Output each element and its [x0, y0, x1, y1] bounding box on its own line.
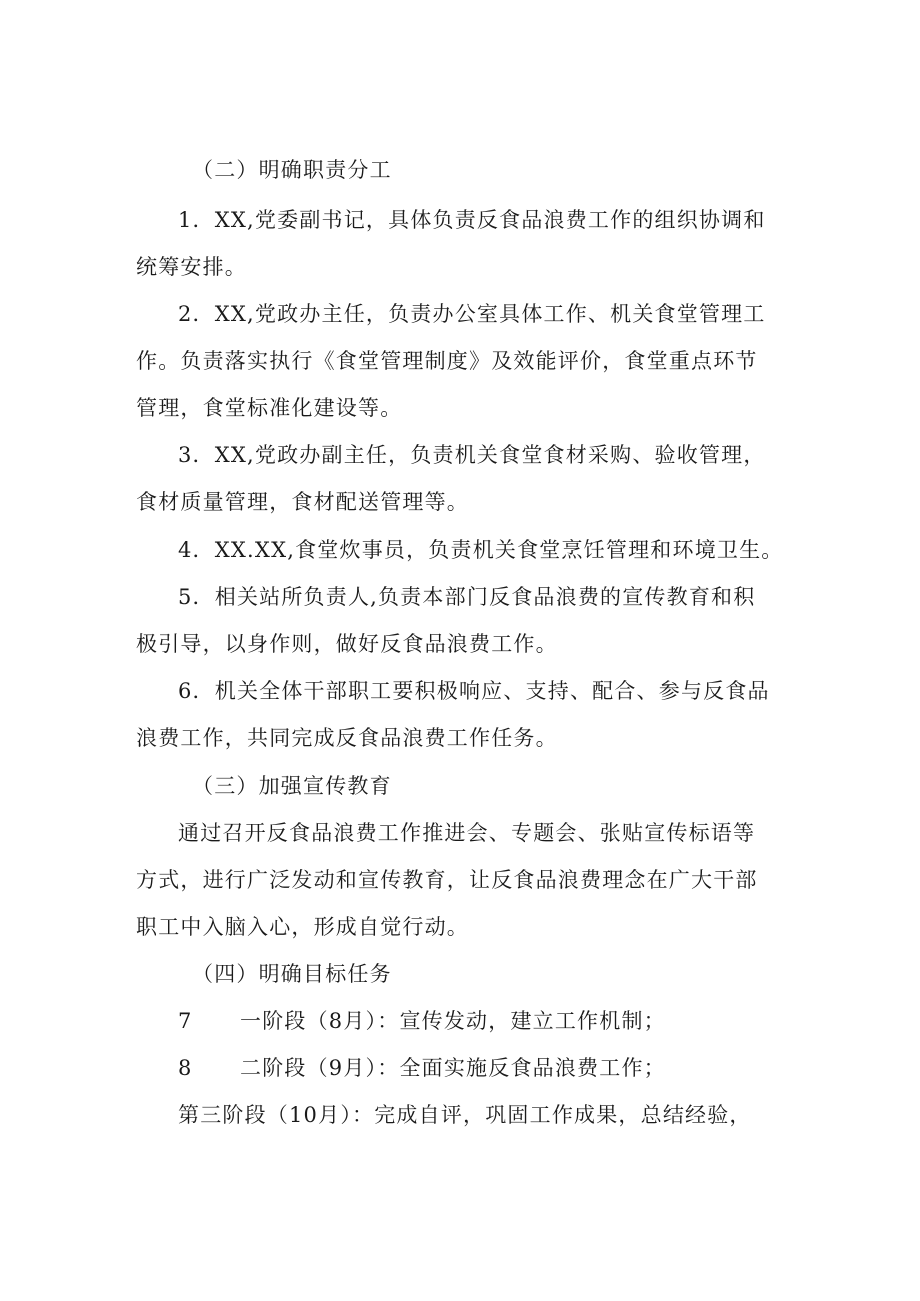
- duty-item-4-line-1: 4．XX.XX,食堂炊事员，负责机关食堂烹饪管理和环境卫生。: [178, 538, 784, 562]
- duty-item-1-line-1: 1．XX,党委副书记，具体负责反食品浪费工作的组织协调和: [178, 208, 766, 232]
- duty-item-3-line-1: 3．XX,党政办副主任，负责机关食堂食材采购、验收管理，: [178, 443, 766, 467]
- section-heading-publicity: （三）加强宣传教育: [192, 774, 392, 798]
- duty-item-1-line-2: 统筹安排。: [136, 255, 247, 279]
- publicity-para-line-3: 职工中入脑入心，形成自觉行动。: [136, 915, 469, 939]
- phase-2-number: 8: [178, 1056, 193, 1080]
- phase-1-text: 一阶段（8月）：宣传发动，建立工作机制；: [240, 1009, 666, 1033]
- duty-item-2-line-2: 作。负责落实执行《食堂管理制度》及效能评价，食堂重点环节: [136, 349, 758, 373]
- duty-item-5-line-2: 极引导，以身作则，做好反食品浪费工作。: [136, 632, 558, 656]
- duty-item-2-line-3: 管理，食堂标准化建设等。: [136, 396, 403, 420]
- phase-3-text: 第三阶段（10月）：完成自评，巩固工作成果，总结经验，: [178, 1103, 752, 1127]
- section-heading-duties: （二）明确职责分工: [192, 158, 392, 182]
- duty-item-5-line-1: 5．相关站所负责人,负责本部门反食品浪费的宣传教育和积: [178, 585, 756, 609]
- duty-item-3-line-2: 食材质量管理，食材配送管理等。: [136, 490, 469, 514]
- section-heading-goals: （四）明确目标任务: [192, 962, 392, 986]
- publicity-para-line-1: 通过召开反食品浪费工作推进会、专题会、张贴宣传标语等: [178, 821, 756, 845]
- phase-2-text: 二阶段（9月）：全面实施反食品浪费工作；: [240, 1056, 666, 1080]
- phase-1-number: 7: [178, 1009, 193, 1033]
- duty-item-6-line-1: 6．机关全体干部职工要积极响应、支持、配合、参与反食品: [178, 679, 770, 703]
- duty-item-2-line-1: 2．XX,党政办主任，负责办公室具体工作、机关食堂管理工: [178, 302, 766, 326]
- publicity-para-line-2: 方式，进行广泛发动和宣传教育，让反食品浪费理念在广大干部: [136, 868, 758, 892]
- duty-item-6-line-2: 浪费工作，共同完成反食品浪费工作任务。: [136, 726, 558, 750]
